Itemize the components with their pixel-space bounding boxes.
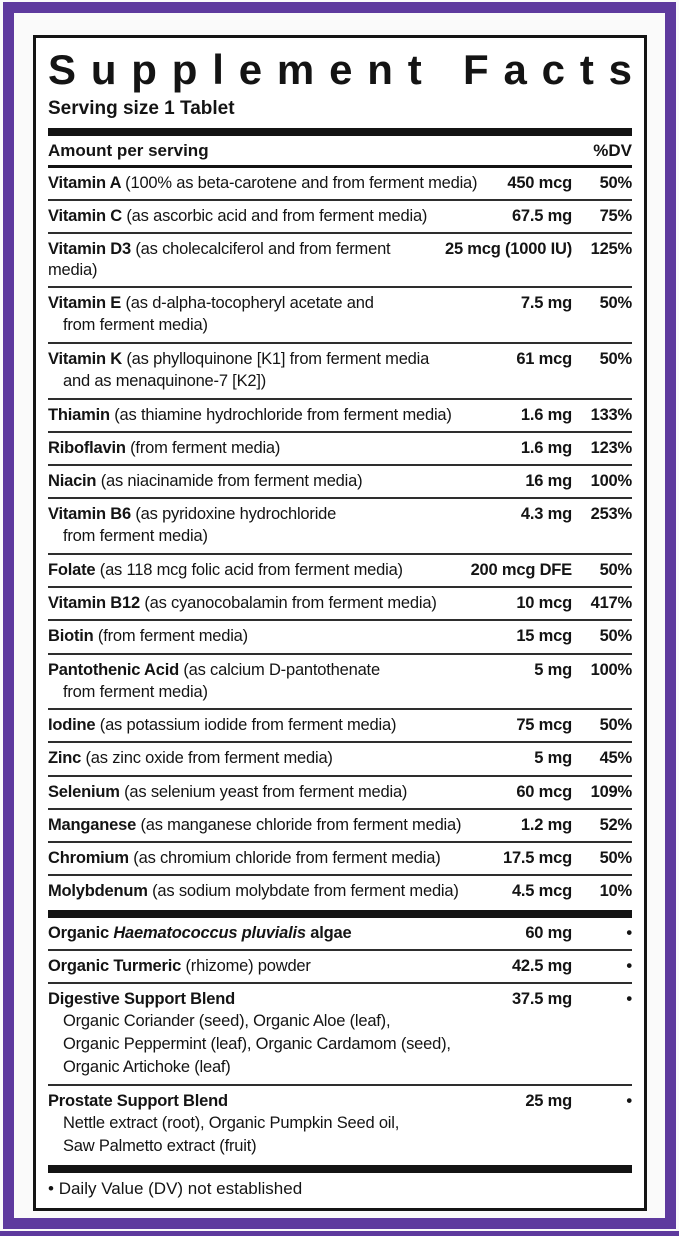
table-row [48, 199, 632, 232]
ingredient-name: Thiamin (as thiamine hydrochloride from ferment media) [48, 405, 452, 424]
dv-cell: • [626, 1091, 632, 1110]
amount-cell: 7.5 mg [520, 294, 572, 313]
section-1 [48, 168, 632, 907]
ingredient-name: Digestive Support Blend [48, 990, 236, 1009]
ingredient-name: Vitamin B6 (as pyridoxine hydrochloride [48, 505, 337, 524]
dv-cell: 50% [599, 716, 632, 735]
table-row [48, 1084, 632, 1163]
ingredient-name: Chromium (as chromium chloride from ferment media) [48, 848, 441, 867]
dv-cell: 52% [599, 815, 632, 834]
amount-per-serving-label: Amount per serving [48, 140, 209, 160]
dv-cell: 133% [590, 405, 632, 424]
ingredient-name: Vitamin C (as ascorbic acid and from ferment media) [48, 206, 428, 225]
ingredient-name: Folate (as 118 mcg folic acid from ferment media) [48, 561, 403, 580]
dv-cell: 109% [590, 782, 632, 801]
section-divider-bar [48, 910, 632, 918]
ingredient-continuation: Organic Artichoke (leaf) [63, 1057, 231, 1076]
dv-cell: 50% [599, 350, 632, 369]
ingredient-name: Vitamin D3 (as cholecalciferol and from ferment media) [48, 240, 391, 280]
table-row [48, 874, 632, 907]
dv-cell: • [626, 990, 632, 1009]
dv-cell: 417% [590, 594, 632, 613]
dv-cell: 75% [599, 206, 632, 225]
table-row [48, 398, 632, 431]
table-row [48, 342, 632, 398]
table-row [48, 586, 632, 619]
dv-cell: 50% [599, 848, 632, 867]
amount-cell: 10 mcg [516, 594, 572, 613]
table-row [48, 619, 632, 652]
dv-cell: 50% [599, 627, 632, 646]
table-row [48, 708, 632, 741]
amount-cell: 200 mcg DFE [470, 561, 572, 580]
amount-cell: 16 mg [525, 472, 572, 491]
amount-cell: 1.2 mg [520, 815, 572, 834]
amount-cell: 15 mcg [516, 627, 572, 646]
footnote-text: Daily Value (DV) not established [58, 1179, 303, 1199]
section-2 [48, 918, 632, 1162]
table-row [48, 464, 632, 497]
table-row [48, 982, 632, 1083]
table-row [48, 232, 632, 286]
table-row [48, 841, 632, 874]
table-row [48, 431, 632, 464]
ingredient-name: Pantothenic Acid (as calcium D-pantothenate [48, 660, 380, 679]
serving-size: Serving size 1 Tablet [48, 98, 235, 120]
table-header [48, 136, 632, 168]
purple-bottom-strip [0, 1231, 679, 1236]
ingredient-name: Niacin (as niacinamide from ferment media) [48, 472, 363, 491]
table-row [48, 497, 632, 553]
amount-cell: 4.5 mcg [511, 881, 572, 900]
ingredient-continuation: and as menaquinone-7 [K2]) [63, 372, 267, 391]
dv-cell: • [626, 924, 632, 943]
ingredient-name: Vitamin K (as phylloquinone [K1] from ferment media [48, 350, 430, 369]
table-row [48, 653, 632, 709]
amount-cell: 60 mcg [516, 782, 572, 801]
table-row [48, 286, 632, 342]
dv-cell: 45% [599, 749, 632, 768]
ingredient-name: Biotin (from ferment media) [48, 627, 248, 646]
ingredient-continuation: from ferment media) [63, 316, 208, 335]
dv-cell: 50% [599, 294, 632, 313]
amount-cell: 25 mg [525, 1091, 572, 1110]
ingredient-name: Organic Turmeric (rhizome) powder [48, 957, 311, 976]
ingredient-name: Riboflavin (from ferment media) [48, 439, 281, 458]
dv-cell: • [626, 957, 632, 976]
ingredient-name: Vitamin A (100% as beta-carotene and from ferment media) [48, 173, 478, 192]
ingredient-name: Selenium (as selenium yeast from ferment media) [48, 782, 408, 801]
table-row [48, 553, 632, 586]
amount-cell: 1.6 mg [520, 439, 572, 458]
ingredient-name: Prostate Support Blend [48, 1091, 228, 1110]
ingredient-continuation: from ferment media) [63, 682, 208, 701]
ingredient-continuation: Organic Coriander (seed), Organic Aloe (leaf), [63, 1012, 391, 1031]
amount-cell: 5 mg [534, 749, 572, 768]
ingredient-name: Organic Haematococcus pluvialis algae [48, 924, 352, 943]
footnote [48, 1173, 632, 1202]
table-row [48, 775, 632, 808]
rows-host [48, 168, 632, 1163]
ingredient-name: Vitamin B12 (as cyanocobalamin from ferment media) [48, 594, 437, 613]
divider-bar-top [48, 128, 632, 136]
ingredient-name: Iodine (as potassium iodide from ferment media) [48, 716, 397, 735]
ingredient-name: Molybdenum (as sodium molybdate from ferment media) [48, 881, 459, 900]
dv-cell: 50% [599, 561, 632, 580]
dv-cell: 253% [590, 505, 632, 524]
ingredient-continuation: Organic Peppermint (leaf), Organic Cardamom (seed), [63, 1035, 451, 1054]
table-row [48, 808, 632, 841]
amount-cell: 25 mcg (1000 IU) [444, 240, 572, 258]
panel-title: S u p p l e m e n t F a c t s [48, 46, 632, 93]
dv-cell: 100% [590, 660, 632, 679]
table-row [48, 949, 632, 982]
table-row [48, 168, 632, 199]
dv-cell: 10% [599, 881, 632, 900]
footnote-bullet: • [48, 1179, 54, 1199]
table-row [48, 741, 632, 774]
ingredient-continuation: from ferment media) [63, 527, 208, 546]
dv-cell: 125% [590, 240, 632, 258]
dv-cell: 50% [599, 173, 632, 192]
amount-cell: 61 mcg [516, 350, 572, 369]
ingredient-continuation: Saw Palmetto extract (fruit) [63, 1136, 257, 1155]
amount-cell: 42.5 mg [511, 957, 572, 976]
amount-cell: 1.6 mg [520, 405, 572, 424]
ingredient-name: Manganese (as manganese chloride from ferment media) [48, 815, 462, 834]
amount-cell: 67.5 mg [511, 206, 572, 225]
table-row [48, 918, 632, 949]
divider-bar-bottom [48, 1165, 632, 1173]
amount-cell: 75 mcg [516, 716, 572, 735]
amount-cell: 60 mg [525, 924, 572, 943]
amount-cell: 5 mg [534, 660, 572, 679]
amount-cell: 4.3 mg [520, 505, 572, 524]
amount-cell: 17.5 mcg [502, 848, 572, 867]
dv-header-label: %DV [593, 140, 632, 160]
ingredient-name: Vitamin E (as d-alpha-tocopheryl acetate and [48, 294, 374, 313]
dv-cell: 123% [590, 439, 632, 458]
dv-cell: 100% [590, 472, 632, 491]
ingredient-name: Zinc (as zinc oxide from ferment media) [48, 749, 333, 768]
amount-cell: 450 mcg [507, 173, 572, 192]
ingredient-continuation: Nettle extract (root), Organic Pumpkin Seed oil, [63, 1113, 400, 1132]
supplement-facts-panel [33, 35, 647, 1211]
amount-cell: 37.5 mg [511, 990, 572, 1009]
